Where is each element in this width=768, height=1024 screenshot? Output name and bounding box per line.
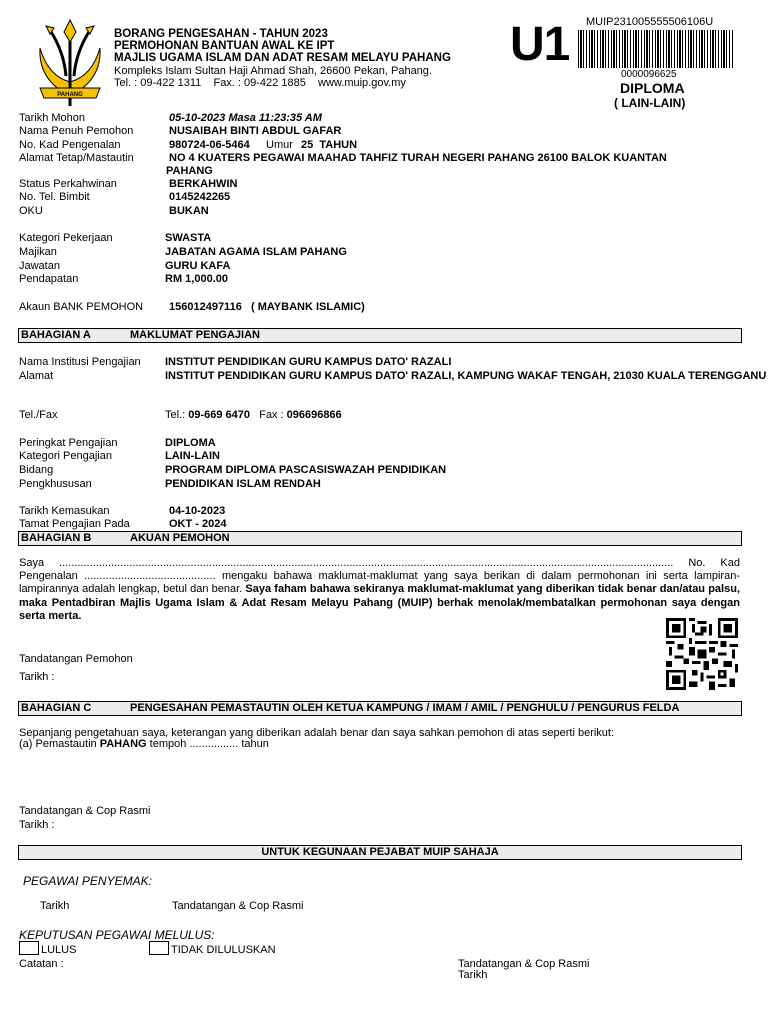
checker-date-label: Tarikh — [40, 900, 70, 912]
permanent-address-label: Alamat Tetap/Mastautin — [19, 152, 134, 164]
section-a-header — [18, 328, 742, 343]
form-code: U1 — [510, 18, 570, 71]
declaration-text: Saya ......................................................................................................................................................................................................... No. Kad Pengenalan ........................................... mengaku bahawa maklumat-maklumat yang saya berikan di dalam permohonan ini serta lampiran-lampirannya adalah lengkap, betul dan benar. — [19, 557, 740, 596]
institution-label: Nama Institusi Pengajian — [19, 356, 141, 368]
job-category-label: Kategori Pekerjaan — [19, 232, 113, 244]
permanent-address-line1: NO 4 KUATERS PEGAWAI MAAHAD TAHFIZ TURAH NEGERI PAHANG 26100 BALOK KUANTAN — [169, 152, 667, 164]
ic-number-value: 980724-06-5464 — [169, 139, 250, 151]
qr-code — [666, 618, 738, 690]
checker-label: PEGAWAI PENYEMAK: — [23, 874, 152, 888]
field-label: Bidang — [19, 464, 54, 476]
completion-date-label: Tamat Pengajian Pada — [19, 518, 130, 530]
approver-date-label: Tarikh — [458, 969, 488, 981]
form-title-line3: MAJLIS UGAMA ISLAM DAN ADAT RESAM MELAYU PAHANG — [114, 52, 451, 64]
study-category-label: Kategori Pengajian — [19, 450, 112, 462]
entry-date-value: 04-10-2023 — [169, 505, 226, 517]
full-name-label: Nama Penuh Pemohon — [19, 125, 134, 137]
institution-address-label: Alamat — [19, 370, 54, 382]
mobile-phone-value: 0145242265 — [169, 191, 231, 203]
income-value: RM 1,000.00 — [165, 273, 228, 285]
approved-label: LULUS — [41, 944, 77, 956]
residency-duration: tempoh ................ tahun — [149, 738, 269, 750]
specialization-label: Pengkhususan — [19, 478, 92, 490]
section-c-title: PENGESAHAN PEMASTAUTIN OLEH KETUA KAMPUNG / IMAM / AMIL / PENGHULU / PENGURUS FELDA — [130, 702, 680, 714]
age-label: Umur — [266, 139, 293, 151]
oku-label: OKU — [19, 205, 43, 217]
rejected-checkbox[interactable] — [149, 941, 169, 955]
approved-checkbox[interactable] — [19, 941, 39, 955]
field-value: PROGRAM DIPLOMA PASCASISWAZAH PENDIDIKAN — [165, 464, 447, 476]
completion-date-value: OKT - 2024 — [169, 518, 227, 530]
full-name-value: NUSAIBAH BINTI ABDUL GAFAR — [169, 125, 342, 137]
declaration-bold-text: Saya faham bahawa sekiranya maklumat-maklumat yang diberikan tidak benar dan/atau palsu, maka Pentadbiran Majlis Ugama Islam & Adat Resam Melayu Pahang (MUIP) berhak menolak/membatalkan permohonan saya dengan serta merta. — [19, 583, 740, 622]
application-date-label: Tarikh Mohon — [19, 112, 86, 124]
muip-logo — [30, 18, 110, 113]
application-date-value: 05-10-2023 Masa 11:23:35 AM — [169, 112, 322, 124]
employer-value: JABATAN AGAMA ISLAM PAHANG — [165, 246, 347, 258]
form-title-line1: BORANG PENGESAHAN - TAHUN 2023 — [114, 28, 328, 40]
tel-fax-label: Tel./Fax — [19, 409, 58, 421]
approval-decision-label: KEPUTUSAN PEGAWAI MELULUS: — [19, 928, 215, 942]
checker-signature-label: Tandatangan & Cop Rasmi — [172, 900, 304, 912]
section-b-title: AKUAN PEMOHON — [130, 532, 230, 544]
organization-address: Kompleks Islam Sultan Haji Ahmad Shah, 26600 Pekan, Pahang. — [114, 65, 432, 77]
approver-signature-label: Tandatangan & Cop Rasmi — [458, 958, 590, 970]
marital-status-value: BERKAHWIN — [169, 178, 238, 190]
office-use-title: UNTUK KEGUNAAN PEJABAT MUIP SAHAJA — [261, 846, 499, 858]
study-level: DIPLOMA — [620, 80, 685, 96]
applicant-date-label: Tarikh : — [19, 671, 55, 683]
rejected-option[interactable] — [149, 941, 276, 957]
reference-number: MUIP231005555506106U — [586, 16, 714, 28]
rejected-label: TIDAK DILULUSKAN — [171, 944, 276, 956]
tel-prefix: Tel.: — [165, 409, 186, 421]
applicant-declaration — [19, 557, 740, 623]
tel-fax-value — [165, 409, 342, 422]
tel-value: 09-669 6470 — [188, 409, 251, 421]
section-b-header — [18, 531, 742, 546]
mobile-phone-label: No. Tel. Bimbit — [19, 191, 90, 203]
form-title-line2: PERMOHONAN BANTUAN AWAL KE IPT — [114, 40, 335, 52]
job-category-value: SWASTA — [165, 232, 212, 244]
study-level-label: Peringkat Pengajian — [19, 437, 118, 449]
specialization-value: PENDIDIKAN ISLAM RENDAH — [165, 478, 321, 490]
bank-account-label: Akaun BANK PEMOHON — [19, 301, 144, 313]
income-label: Pendapatan — [19, 273, 79, 285]
permanent-address-line2: PAHANG — [166, 165, 213, 177]
verifier-date-label: Tarikh : — [19, 819, 55, 831]
section-c-code: BAHAGIAN C — [21, 702, 92, 714]
oku-value: BUKAN — [169, 205, 209, 217]
ic-number-label: No. Kad Pengenalan — [19, 139, 121, 151]
position-value: GURU KAFA — [165, 260, 231, 272]
section-b-code: BAHAGIAN B — [21, 532, 92, 544]
study-level-value: DIPLOMA — [165, 437, 216, 449]
applicant-signature-label: Tandatangan Pemohon — [19, 653, 133, 665]
notes-label: Catatan : — [19, 958, 64, 970]
section-a-title: MAKLUMAT PENGAJIAN — [130, 329, 260, 341]
institution-value: INSTITUT PENDIDIKAN GURU KAMPUS DATO' RAZALI — [165, 356, 452, 368]
section-a-code: BAHAGIAN A — [21, 329, 91, 341]
institution-address-value: INSTITUT PENDIDIKAN GURU KAMPUS DATO' RAZALI, KAMPUNG WAKAF TENGAH, 21030 KUALA TERENGGANU — [165, 370, 767, 382]
approved-option[interactable] — [19, 941, 76, 957]
entry-date-label: Tarikh Kemasukan — [19, 505, 110, 517]
residency-prefix: (a) Pemastautin — [19, 738, 97, 750]
residency-state: PAHANG — [99, 738, 147, 750]
residency-line — [19, 738, 269, 751]
study-category-value: LAIN-LAIN — [165, 450, 220, 462]
logo-scroll-text: PAHANG — [57, 92, 83, 98]
fax-value: 096696866 — [286, 409, 342, 421]
residency-statement: Sepanjang pengetahuan saya, keterangan yang diberikan adalah benar dan saya sahkan pemohon di atas seperti berikut: — [19, 727, 615, 739]
fax-prefix: Fax : — [259, 409, 284, 421]
office-use-header — [18, 845, 742, 860]
marital-status-label: Status Perkahwinan — [19, 178, 117, 190]
age-value: 25 TAHUN — [301, 139, 358, 151]
position-label: Jawatan — [19, 260, 60, 272]
barcode-number: 0000096625 — [621, 69, 677, 80]
study-level-category: ( LAIN-LAIN) — [614, 96, 686, 110]
section-c-header — [18, 701, 742, 716]
employer-label: Majikan — [19, 246, 57, 258]
verifier-signature-label: Tandatangan & Cop Rasmi — [19, 805, 151, 817]
organization-contact: Tel. : 09-422 1311 Fax. : 09-422 1885 www.muip.gov.my — [114, 77, 406, 89]
bank-account-value: 156012497116 ( MAYBANK ISLAMIC) — [169, 301, 365, 313]
barcode — [578, 30, 734, 68]
